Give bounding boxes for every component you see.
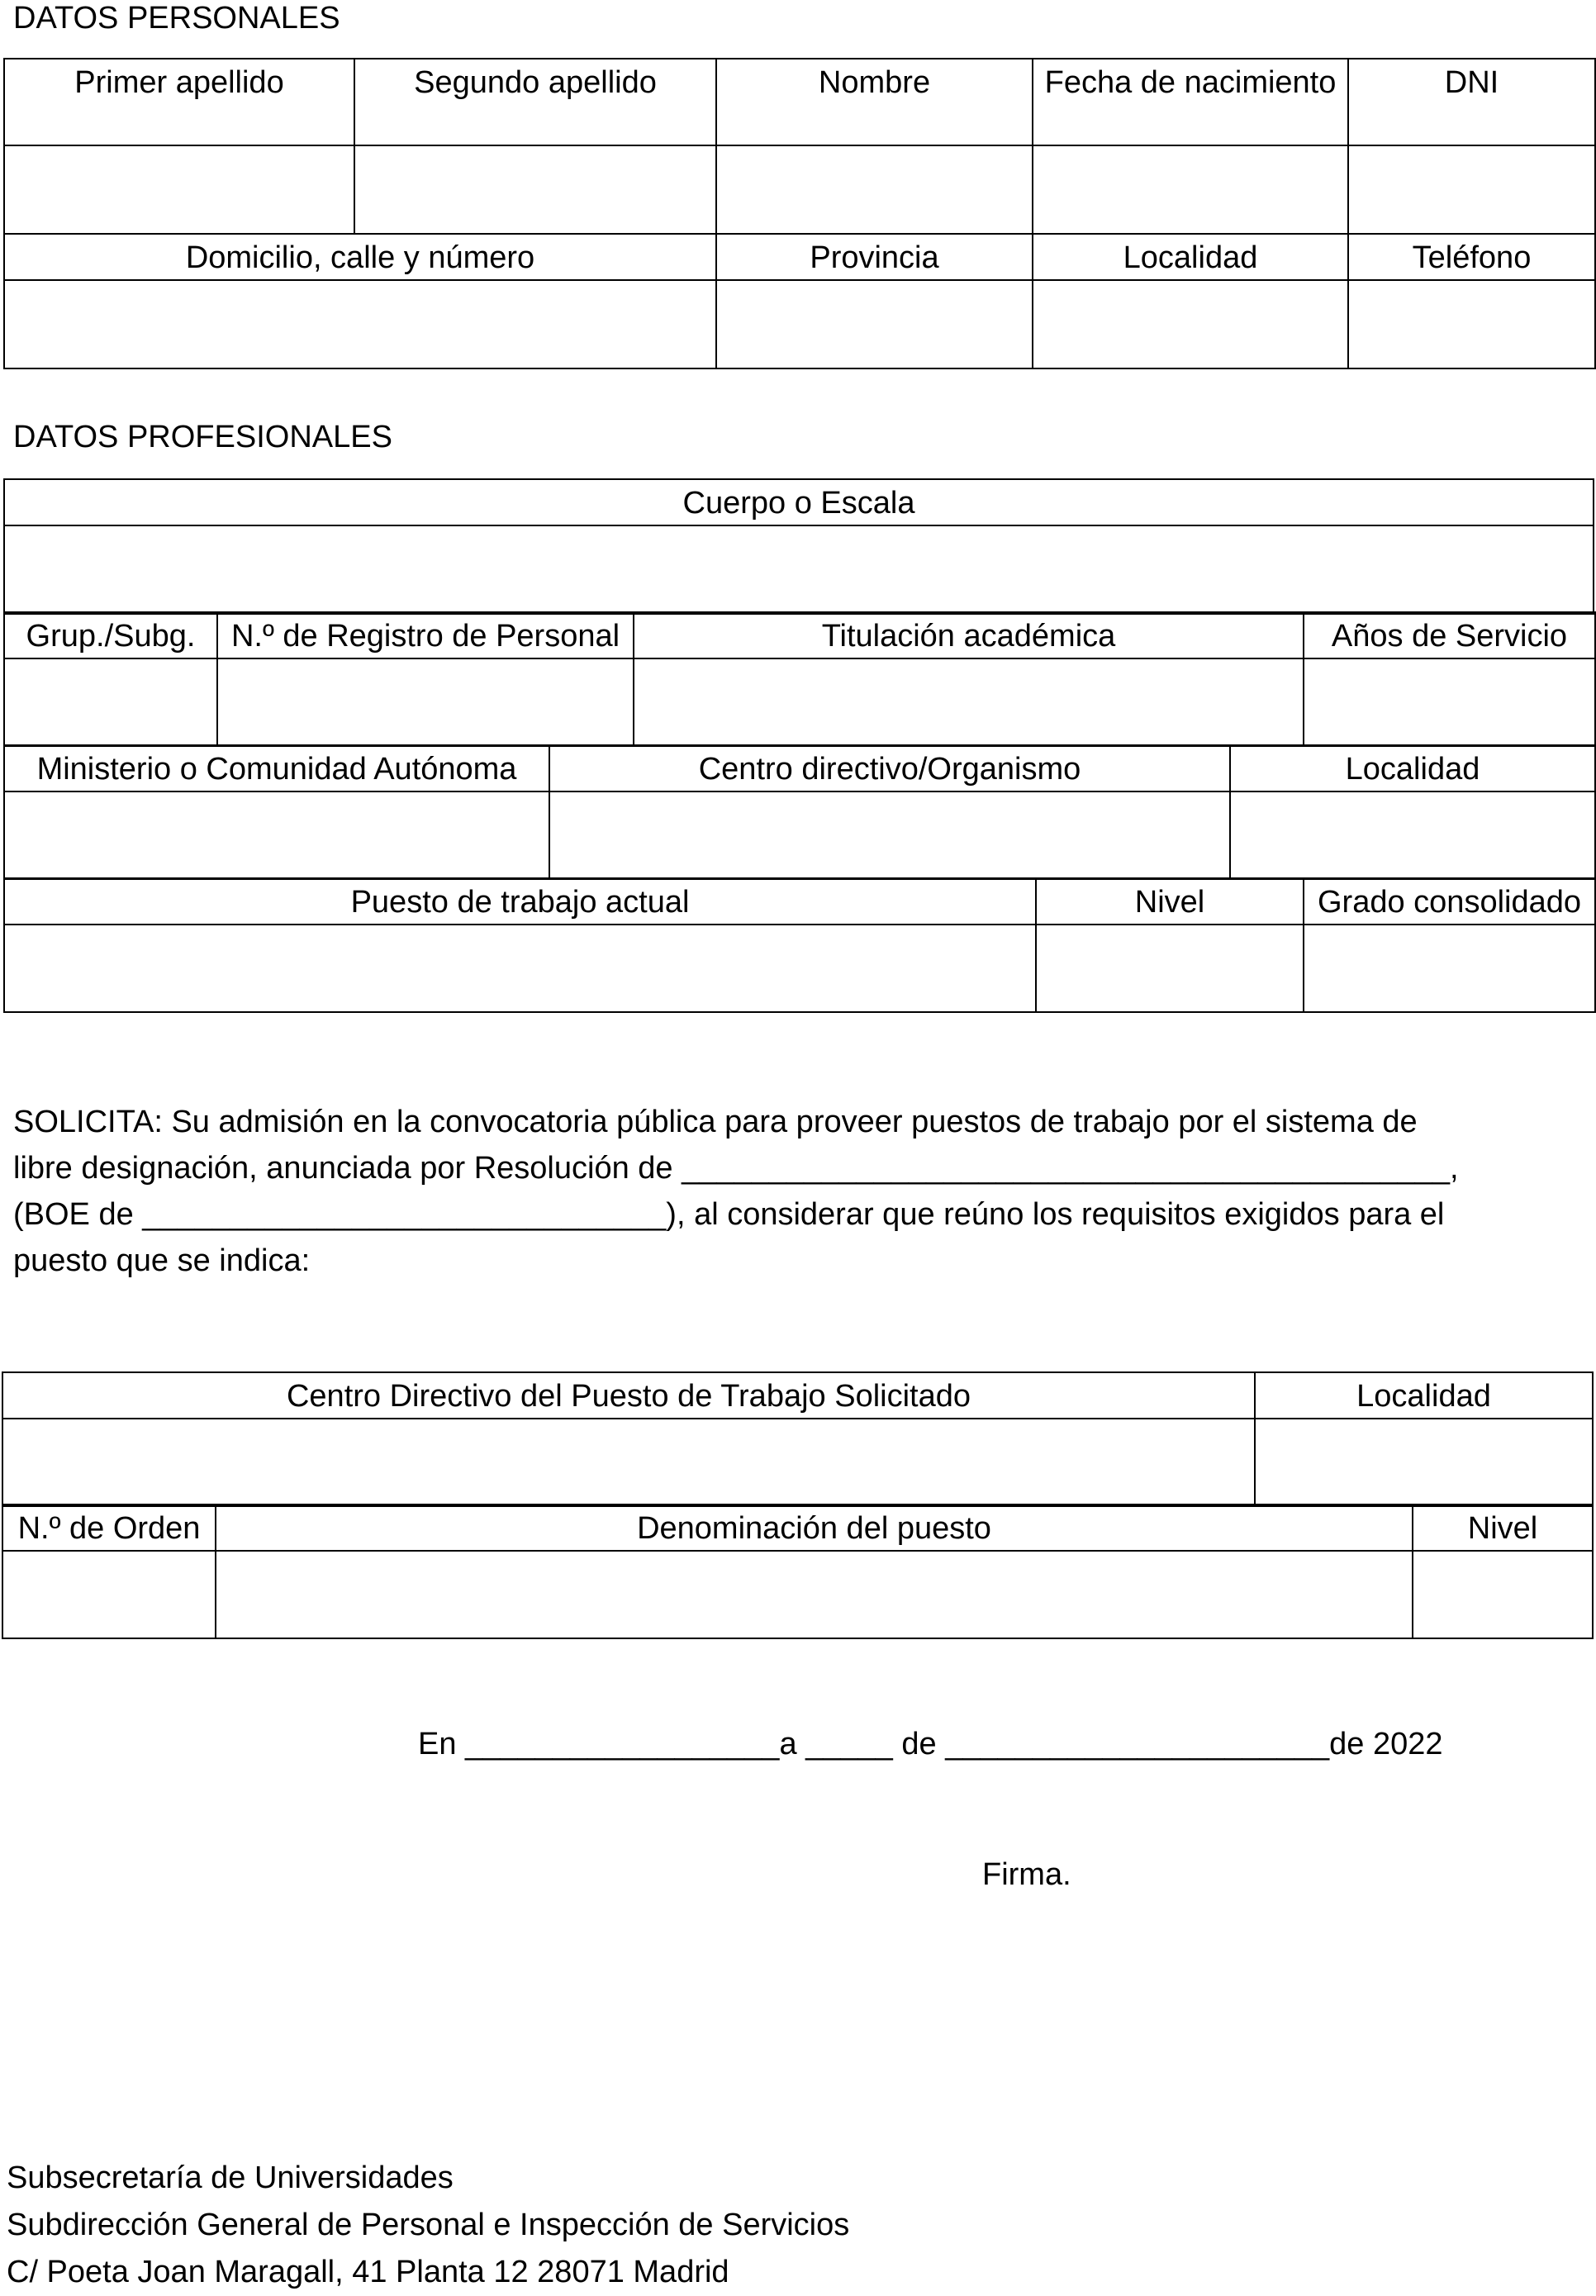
header-anos-servicio: Años de Servicio: [1304, 612, 1595, 658]
field-grado-consolidado[interactable]: [1304, 925, 1595, 1012]
field-centro-directivo[interactable]: [549, 791, 1230, 879]
field-localidad-solicitada[interactable]: [1255, 1419, 1593, 1506]
header-nivel-solicitado: Nivel: [1413, 1505, 1593, 1551]
header-localidad-profesional: Localidad: [1230, 745, 1595, 791]
request-line-1: SOLICITA: Su admisión en la convocatoria pública para proveer puestos de trabajo por el sistema de: [13, 1105, 1418, 1139]
request-line-4: puesto que se indica:: [13, 1243, 311, 1278]
header-grado-consolidado: Grado consolidado: [1304, 878, 1595, 925]
header-telefono: Teléfono: [1348, 234, 1595, 280]
field-nivel-solicitado[interactable]: [1413, 1551, 1593, 1638]
field-primer-apellido[interactable]: [4, 145, 354, 234]
field-telefono[interactable]: [1348, 280, 1595, 368]
header-grupo: Grup./Subg.: [4, 612, 217, 658]
professional-cuerpo-table: [3, 478, 1594, 615]
professional-section-title: DATOS PROFESIONALES: [13, 420, 392, 454]
header-provincia: Provincia: [716, 234, 1033, 280]
professional-puesto-table: [3, 877, 1596, 1013]
professional-ministerio-table: [3, 744, 1596, 880]
requested-order-table: [2, 1504, 1594, 1639]
professional-grupo-table: [3, 611, 1596, 747]
header-localidad: Localidad: [1033, 234, 1348, 280]
header-dni: DNI: [1348, 59, 1595, 145]
field-segundo-apellido[interactable]: [354, 145, 716, 234]
field-localidad[interactable]: [1033, 280, 1348, 368]
request-line-3: (BOE de ______________________________), al considerar que reúno los requisitos exigidos para el: [13, 1197, 1445, 1232]
request-line-2: libre designación, anunciada por Resolución de ____________________________________________,: [13, 1151, 1459, 1186]
field-ministerio[interactable]: [4, 791, 549, 879]
header-ministerio: Ministerio o Comunidad Autónoma: [4, 745, 549, 791]
header-segundo-apellido: Segundo apellido: [354, 59, 716, 145]
header-nombre: Nombre: [716, 59, 1033, 145]
header-primer-apellido: Primer apellido: [4, 59, 354, 145]
footer-line-3: C/ Poeta Joan Maragall, 41 Planta 12 28071 Madrid: [7, 2255, 729, 2289]
header-puesto-actual: Puesto de trabajo actual: [4, 878, 1036, 925]
personal-section-title: DATOS PERSONALES: [13, 1, 340, 36]
request-paragraph: [13, 1099, 1583, 1284]
footer-line-1: Subsecretaría de Universidades: [7, 2161, 454, 2195]
header-numero-orden: N.º de Orden: [2, 1505, 216, 1551]
header-fecha-nacimiento: Fecha de nacimiento: [1033, 59, 1348, 145]
header-domicilio: Domicilio, calle y número: [4, 234, 716, 280]
field-registro-personal[interactable]: [217, 658, 634, 746]
footer-address: [7, 2155, 849, 2296]
field-anos-servicio[interactable]: [1304, 658, 1595, 746]
field-fecha-nacimiento[interactable]: [1033, 145, 1348, 234]
date-line: En __________________a _____ de ______________________de 2022: [418, 1727, 1443, 1761]
field-dni[interactable]: [1348, 145, 1595, 234]
header-cuerpo-escala: Cuerpo o Escala: [4, 479, 1594, 525]
field-grupo[interactable]: [4, 658, 217, 746]
requested-position-table: [2, 1371, 1594, 1507]
field-domicilio[interactable]: [4, 280, 716, 368]
field-titulacion[interactable]: [634, 658, 1304, 746]
header-denominacion: Denominación del puesto: [216, 1505, 1413, 1551]
field-numero-orden[interactable]: [2, 1551, 216, 1638]
footer-line-2: Subdirección General de Personal e Inspección de Servicios: [7, 2208, 850, 2242]
header-centro-solicitado: Centro Directivo del Puesto de Trabajo Solicitado: [2, 1372, 1255, 1419]
field-localidad-profesional[interactable]: [1230, 791, 1595, 879]
field-nombre[interactable]: [716, 145, 1033, 234]
field-puesto-actual[interactable]: [4, 925, 1036, 1012]
field-nivel-actual[interactable]: [1036, 925, 1304, 1012]
header-localidad-solicitada: Localidad: [1255, 1372, 1593, 1419]
signature-label: Firma.: [982, 1857, 1071, 1892]
header-registro-personal: N.º de Registro de Personal: [217, 612, 634, 658]
field-provincia[interactable]: [716, 280, 1033, 368]
field-centro-solicitado[interactable]: [2, 1419, 1255, 1506]
header-centro-directivo: Centro directivo/Organismo: [549, 745, 1230, 791]
personal-data-table: [3, 58, 1596, 369]
field-denominacion[interactable]: [216, 1551, 1413, 1638]
field-cuerpo-escala[interactable]: [4, 525, 1594, 614]
header-nivel-actual: Nivel: [1036, 878, 1304, 925]
header-titulacion: Titulación académica: [634, 612, 1304, 658]
